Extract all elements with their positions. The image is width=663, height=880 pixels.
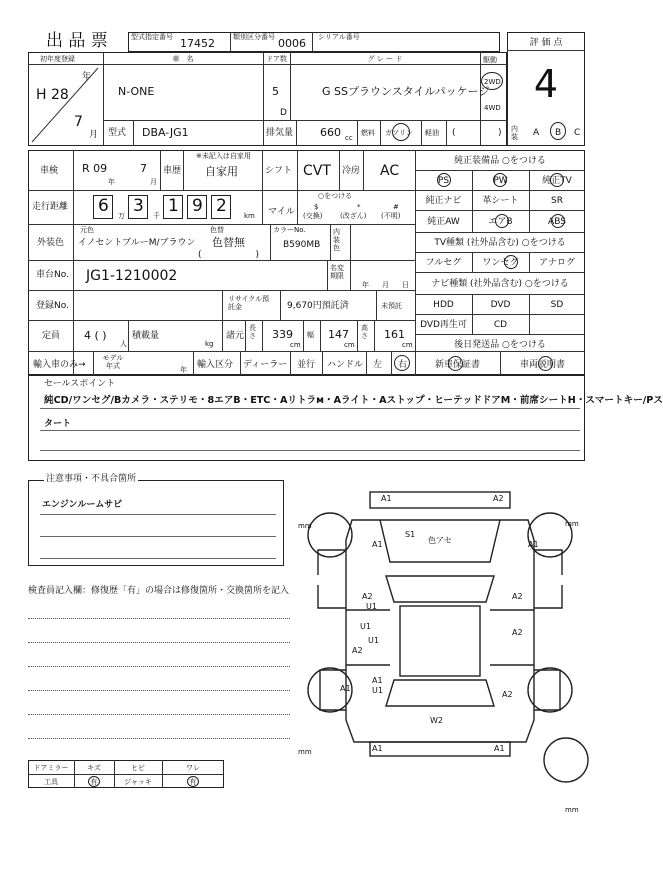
nav-dvd: DVD — [490, 300, 511, 310]
mark-left-door-u1: U1 — [366, 602, 377, 611]
drive-2wd-circle — [481, 72, 503, 90]
load-kg: kg — [205, 340, 214, 348]
handle-left: 左 — [373, 360, 383, 370]
original-color: イノセントブルーM/ブラウン — [78, 238, 196, 248]
mark-left-mid-u1b: U1 — [368, 636, 379, 645]
later-manual-circle — [538, 356, 553, 371]
diagram-mm-2: mm — [565, 520, 579, 528]
equip-tv-circle — [550, 173, 564, 187]
mileage-digit-2: 3 — [133, 196, 144, 216]
altered-sym: * — [357, 203, 361, 211]
mark-front-right: A1 — [528, 540, 539, 549]
exterior-label: 外装色 — [37, 238, 65, 248]
recycle-value: 9,670円預託済 — [287, 301, 349, 311]
first-reg-month: 7 — [74, 114, 83, 130]
fuel-label: 燃料 — [361, 129, 375, 137]
mark-left-door-a2: A2 — [362, 592, 373, 601]
inspector-label: 検査員記入欄：修復歴「有」の場合は修復箇所・交換箇所を記入 — [28, 586, 290, 596]
model-cert-no: 17452 — [180, 37, 215, 50]
history-note: ※未記入は自家用 — [196, 152, 251, 160]
height-value: 161 — [384, 328, 405, 341]
equip-sr: SR — [551, 196, 563, 206]
legend-tools: 工具 — [44, 778, 58, 786]
first-reg-era: H 28 — [36, 87, 69, 103]
equip-aw: 純正AW — [427, 217, 460, 227]
history-label: 車歴 — [163, 166, 182, 176]
mark-rear-bumper-left: A1 — [372, 744, 383, 753]
handle-label: ハンドル — [327, 360, 364, 370]
model-cert-label: 型式指定番号 — [131, 33, 173, 41]
name-change-day: 日 — [402, 281, 409, 289]
mark-front-bumper-right: A2 — [493, 494, 504, 503]
handle-right-circle — [394, 355, 410, 371]
displacement-label: 排気量 — [266, 128, 294, 138]
equip-airbag: エアB — [488, 217, 513, 227]
later-warranty-circle — [448, 356, 463, 371]
score-value: 4 — [533, 62, 559, 106]
fuel-circle — [392, 123, 410, 141]
altered-label: (改ざん) — [340, 212, 367, 220]
inspection-month-unit: 月 — [150, 178, 157, 186]
car-diagram — [290, 480, 600, 810]
legend-jack-value: 有 — [189, 778, 197, 786]
mileage-digit-1: 6 — [98, 196, 109, 216]
mile-label: マイル — [268, 207, 295, 217]
chassis-label: 車台No. — [36, 270, 69, 280]
mark-rear-left-a1: A1 — [372, 676, 383, 685]
inspection-era: R 09 — [82, 162, 108, 175]
mileage-digit-3: 1 — [168, 196, 179, 216]
equip-airbag-circle — [495, 214, 509, 228]
name-change-month: 月 — [382, 281, 389, 289]
interior-a: A — [533, 128, 540, 138]
mileage-man: 万 — [118, 212, 125, 220]
handle-right: 右 — [398, 360, 408, 370]
notes-line-1: エンジンルームサビ — [42, 500, 123, 510]
nav-cd: CD — [493, 320, 508, 330]
legend-tools-circle — [88, 776, 100, 787]
cooler-value: AC — [380, 163, 400, 179]
name-change-year: 年 — [362, 281, 369, 289]
doors-value: 5 — [272, 85, 279, 98]
legend-crack: ヒビ — [131, 764, 145, 772]
tv-fullseg: フルセグ — [425, 258, 462, 268]
import-class-label: 輸入区分 — [197, 360, 234, 370]
length-label: 長さ — [249, 324, 256, 340]
fuel-gasoline: ガソリン — [385, 129, 413, 137]
length-cm: cm — [290, 341, 301, 349]
model-label: 型式 — [108, 128, 127, 138]
first-reg-label: 初年度登録 — [40, 55, 75, 63]
nav-title: ナビ種類 (社外品含む) ○をつける — [431, 279, 569, 289]
serial-label: シリアル番号 — [318, 33, 360, 41]
model-year-label: モデル年式 — [102, 354, 124, 370]
doors-label: ドア数 — [266, 55, 287, 63]
nav-sd: SD — [550, 300, 564, 310]
score-label: 評 価 点 — [529, 38, 563, 48]
mark-hood-fade: 色アセ — [428, 536, 452, 545]
mark-front-bumper-left: A1 — [381, 494, 392, 503]
drive-4wd: 4WD — [484, 104, 501, 112]
mark-right-rear-a2: A2 — [512, 628, 523, 637]
tv-title: TV種類 (社外品含む) ○をつける — [434, 238, 566, 248]
cc-unit: cc — [345, 134, 353, 142]
diagram-mm-4: mm — [565, 806, 579, 814]
paren-close: ) — [498, 128, 502, 138]
mark-right-quarter-a2: A2 — [502, 690, 513, 699]
unknown-sym: # — [393, 203, 399, 211]
legend-jack-circle — [187, 776, 199, 787]
capacity-value: 4 ( ) — [84, 329, 107, 342]
equip-nav: 純正ナビ — [425, 196, 462, 206]
equip-ps-circle — [437, 173, 451, 187]
reg-no-label: 登録No. — [36, 301, 69, 311]
notes-label: 注意事項・不具合箇所 — [46, 474, 137, 484]
legend-tools-value: 有 — [90, 778, 98, 786]
drive-label: 駆動 — [483, 56, 497, 64]
color-change-label: 色替 — [210, 226, 224, 234]
tv-oneseg: ワンセグ — [482, 258, 519, 268]
exchange-label: (交換) — [303, 212, 323, 220]
mark-front-left: A1 — [372, 540, 383, 549]
paren-open: ( — [452, 128, 456, 138]
equip-pw: PW — [493, 176, 508, 186]
model-value: DBA-JG1 — [142, 126, 189, 139]
import-label: 輸入車のみ→ — [33, 360, 86, 370]
interior-c: C — [574, 128, 581, 138]
recycle-none: 未預託 — [381, 302, 402, 310]
mileage-digit-4: 9 — [192, 196, 203, 216]
mark-left-quarter-a1: A1 — [340, 684, 351, 693]
displacement-value: 660 — [320, 126, 341, 139]
category-no: 0006 — [278, 37, 306, 50]
year-unit: 年 — [82, 72, 92, 82]
color-no: B590MB — [283, 240, 321, 250]
diagram-mm-1: mm — [298, 522, 312, 530]
interior-color-label: 内装色 — [333, 228, 340, 252]
grade-value: G SSプラウンスタイルパッケージ — [322, 85, 490, 98]
later-warranty: 新車保証書 — [434, 360, 480, 370]
sales-label: セールスポイント — [44, 379, 116, 389]
mileage-label: 走行距離 — [32, 202, 69, 212]
capacity-person: 人 — [120, 340, 127, 348]
shift-value: CVT — [303, 163, 331, 179]
nav-dvd-play: DVD再生可 — [420, 320, 467, 330]
equip-tv: 純正TV — [542, 176, 572, 186]
capacity-label: 定員 — [42, 331, 61, 341]
interior-b-circle — [550, 122, 566, 140]
mark-rear-bumper-right: A1 — [494, 744, 505, 753]
month-unit: 月 — [89, 130, 99, 140]
original-color-label: 元色 — [80, 226, 94, 234]
import-dealer: ディーラー — [243, 360, 288, 370]
chassis-no: JG1-1210002 — [86, 268, 178, 284]
nav-hdd: HDD — [433, 300, 454, 310]
inspection-month: 7 — [140, 162, 147, 175]
import-parallel: 並行 — [297, 360, 316, 370]
mark-left-mid-u1: U1 — [360, 622, 371, 631]
legend-jack: ジャッキ — [124, 778, 152, 786]
door-suffix: D — [280, 108, 287, 118]
equip-ps: PS — [437, 176, 450, 186]
height-cm: cm — [402, 341, 413, 349]
sales-line-2: タート — [44, 419, 72, 429]
page-title: 出 品 票 — [46, 31, 108, 51]
later-title: 後日発送品 ○をつける — [454, 340, 546, 350]
mark-right-door-a2: A2 — [512, 592, 523, 601]
diagram-mm-3: mm — [298, 748, 312, 756]
inspection-year-unit: 年 — [108, 178, 115, 186]
legend-scratch: キズ — [87, 764, 101, 772]
mark-rear-glass-w2: W2 — [430, 716, 443, 725]
tv-analog: アナログ — [538, 258, 575, 268]
mileage-digit-5: 2 — [216, 196, 227, 216]
mark-left-rear-a2: A2 — [352, 646, 363, 655]
equip-abs: ABS — [548, 217, 566, 227]
diesel-label: 軽油 — [425, 129, 439, 137]
color-change-value: 色替無 — [212, 236, 245, 249]
size-label: 諸元 — [226, 331, 245, 341]
width-value: 147 — [328, 328, 349, 341]
model-year-unit: 年 — [180, 366, 187, 374]
cooler-label: 冷房 — [342, 166, 361, 176]
car-name-label: 車 名 — [172, 55, 194, 63]
category-label: 類別区分番号 — [233, 33, 275, 41]
notes-box — [28, 480, 284, 566]
later-manual: 車両説明書 — [519, 360, 565, 370]
grade-label: グ レ ー ド — [367, 55, 403, 63]
exchange-sym: $ — [314, 203, 319, 211]
equip-abs-circle — [551, 214, 565, 228]
history-value: 自家用 — [205, 165, 238, 178]
mileage-km: km — [244, 212, 255, 220]
mile-circle-note: ○をつける — [318, 192, 353, 200]
mark-rear-left-u1: U1 — [372, 686, 383, 695]
width-label: 幅 — [307, 331, 314, 339]
mark-hood-s1: S1 — [405, 530, 416, 539]
drive-2wd: 2WD — [484, 78, 501, 86]
color-change-paren: ( ) — [198, 250, 260, 260]
name-change-label: 名変期限 — [330, 264, 344, 280]
legend-broken: ワレ — [186, 764, 200, 772]
load-label: 積載量 — [132, 331, 160, 341]
inspection-label: 車検 — [40, 166, 59, 176]
tv-oneseg-circle — [504, 255, 518, 269]
shift-label: シフト — [265, 166, 293, 176]
mileage-sen: 千 — [153, 212, 160, 220]
equip-leather: 革シート — [482, 196, 519, 206]
color-no-label: カラーNo. — [273, 226, 306, 234]
interior-label: 内装 — [511, 125, 518, 141]
recycle-label: リサイクル預託金 — [228, 295, 270, 311]
legend-door-mirror: ドアミラー — [33, 764, 69, 772]
interior-b: B — [555, 128, 562, 138]
length-value: 339 — [272, 328, 293, 341]
width-cm: cm — [344, 341, 355, 349]
unknown-label: (不明) — [381, 212, 401, 220]
sales-line-1: 純CD/ワンセグ/Bカメラ・ステリモ・8エアB・ETC・Aリトラм・Aライト・Aストップ・ヒーテッドドアM・前席シートH・スマートキー/Pス — [44, 395, 663, 406]
equip-pw-circle — [493, 173, 507, 187]
equipment-title: 純正装備品 ○をつける — [454, 156, 546, 166]
car-name: N-ONE — [118, 85, 155, 98]
height-label: 高さ — [361, 324, 368, 340]
